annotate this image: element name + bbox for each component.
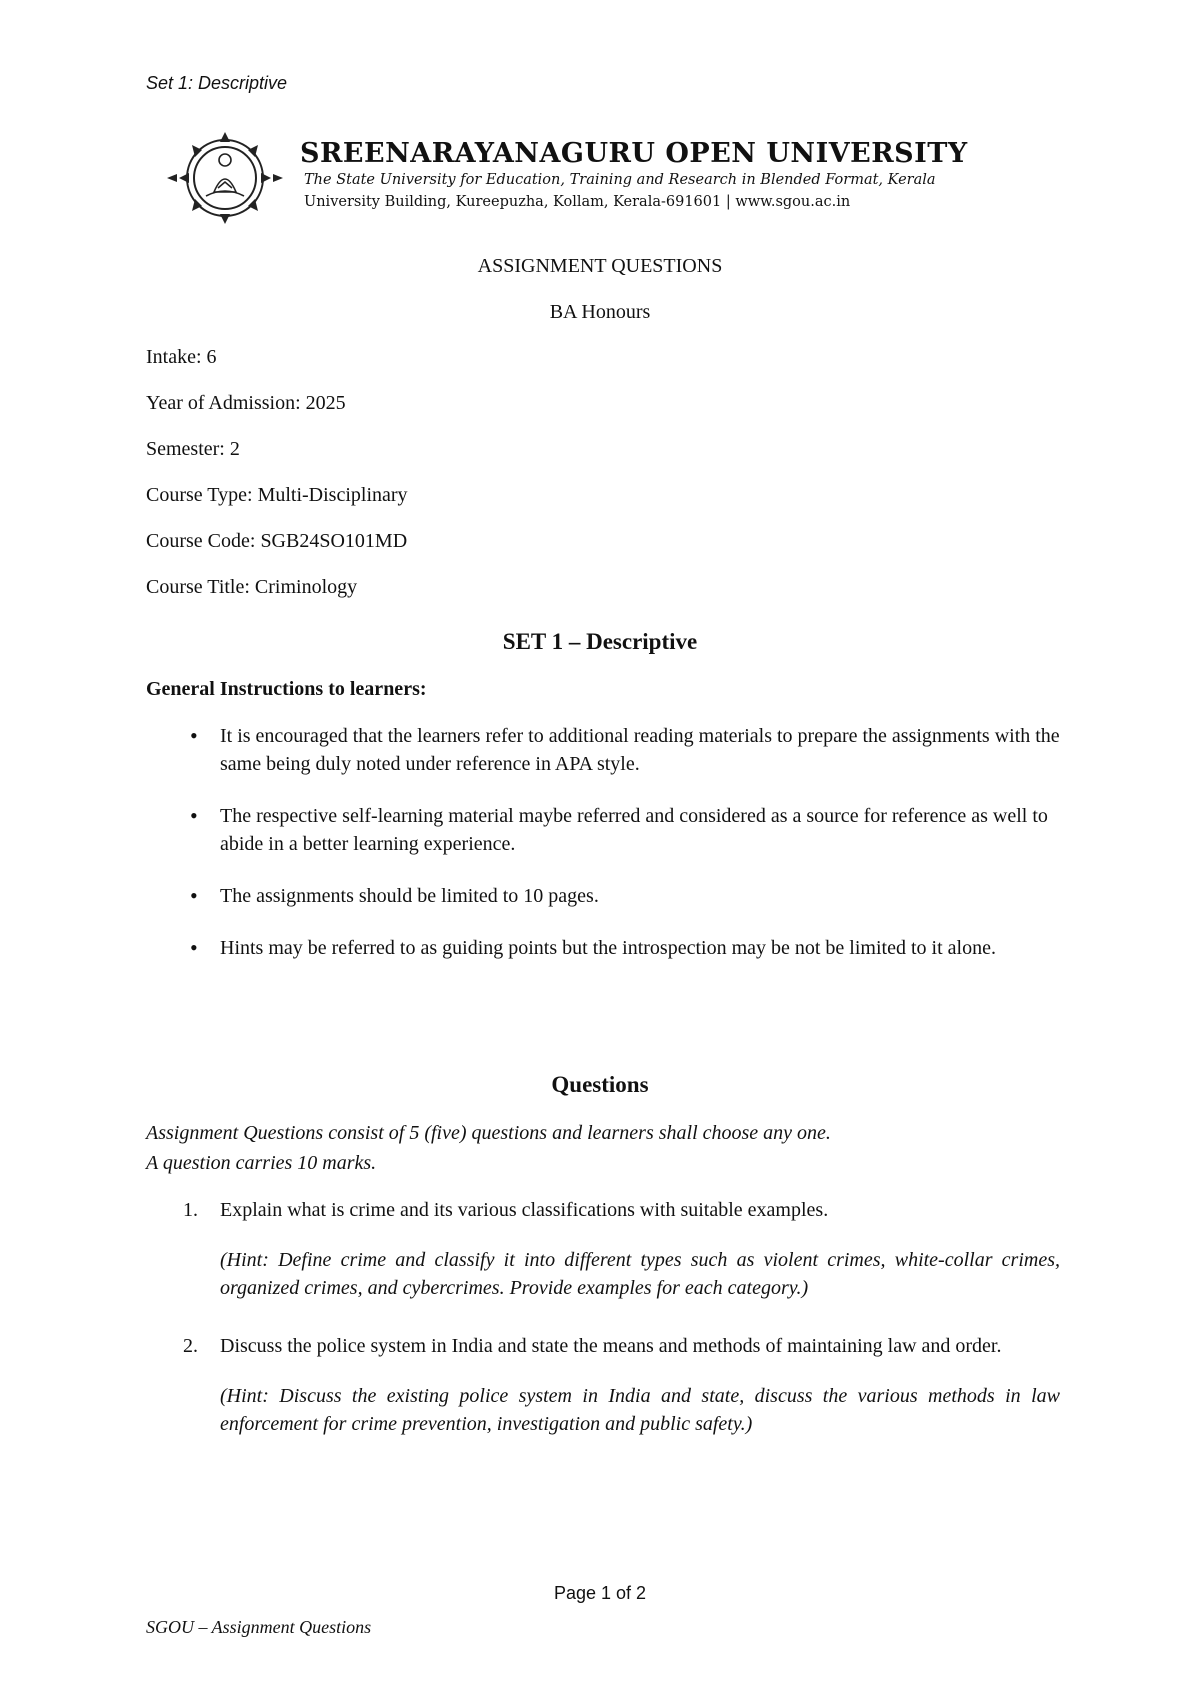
questions-intro-line: A question carries 10 marks. (146, 1152, 377, 1174)
field-course-type (146, 484, 408, 507)
field-label: Intake: (146, 346, 202, 368)
field-label: Semester: (146, 438, 225, 460)
questions-intro (146, 1118, 831, 1178)
set-title: SET 1 – Descriptive (502, 629, 698, 654)
question-item (170, 1332, 1060, 1438)
field-label: Course Title: (146, 576, 250, 598)
footer-label: SGOU – Assignment Questions (146, 1617, 372, 1637)
question-text: Discuss the police system in India and state the means and methods of maintaining law and order. (220, 1335, 1002, 1357)
field-value: SGB24SO101MD (260, 530, 408, 552)
field-value: 2025 (305, 392, 346, 414)
instructions-list (190, 722, 1070, 986)
instruction-item: • The assignments should be limited to 10 pages. (190, 882, 1070, 910)
instructions-heading: General Instructions to learners: (146, 678, 427, 700)
header-set-label: Set 1: Descriptive (146, 73, 288, 93)
question-number: 1. (183, 1199, 198, 1221)
question-item (170, 1196, 1060, 1302)
field-value: 6 (206, 346, 217, 368)
instruction-item: • Hints may be referred to as guiding points but the introspection may be not be limited to it alone. (190, 934, 1070, 962)
questions-heading: Questions (551, 1072, 649, 1097)
question-hint: (Hint: Discuss the existing police system in India and state, discuss the various methods in law enforcement for crime prevention, investigation and public safety.) (220, 1385, 1060, 1435)
field-year-of-admission (146, 392, 346, 415)
university-address: University Building, Kureepuzha, Kollam, Kerala-691601 | www.sgou.ac.in (304, 194, 851, 210)
field-label: Course Type: (146, 484, 253, 506)
question-hint: (Hint: Define crime and classify it into different types such as violent crimes, white-collar crimes, organized crimes, and cybercrimes. Provide examples for each category.) (220, 1249, 1060, 1299)
question-number: 2. (183, 1335, 198, 1357)
questions-list (170, 1196, 1060, 1468)
field-value: Criminology (254, 576, 358, 598)
field-course-title (146, 576, 357, 599)
field-intake (146, 346, 217, 369)
field-label: Course Code: (146, 530, 256, 552)
program-name: BA Honours (549, 301, 651, 323)
university-tagline: The State University for Education, Training and Research in Blended Format, Kerala (304, 172, 936, 188)
page-number: Page 1 of 2 (553, 1583, 647, 1603)
field-label: Year of Admission: (146, 392, 301, 414)
document-title: ASSIGNMENT QUESTIONS (477, 255, 723, 277)
questions-intro-line: Assignment Questions consist of 5 (five) questions and learners shall choose any one. (146, 1122, 831, 1144)
university-logo (156, 130, 294, 230)
field-semester (146, 438, 240, 461)
field-course-code (146, 530, 407, 553)
field-value: Multi-Disciplinary (257, 484, 408, 506)
field-value: 2 (229, 438, 240, 460)
university-name: SREENARAYANAGURU OPEN UNIVERSITY (300, 138, 968, 169)
instruction-item: • It is encouraged that the learners refer to additional reading materials to prepare the assignments with the same being duly noted under reference in APA style. (190, 722, 1070, 778)
instruction-item: • The respective self-learning material maybe referred and considered as a source for reference as well to abide in a better learning experience. (190, 802, 1070, 858)
question-text: Explain what is crime and its various classifications with suitable examples. (220, 1199, 829, 1221)
